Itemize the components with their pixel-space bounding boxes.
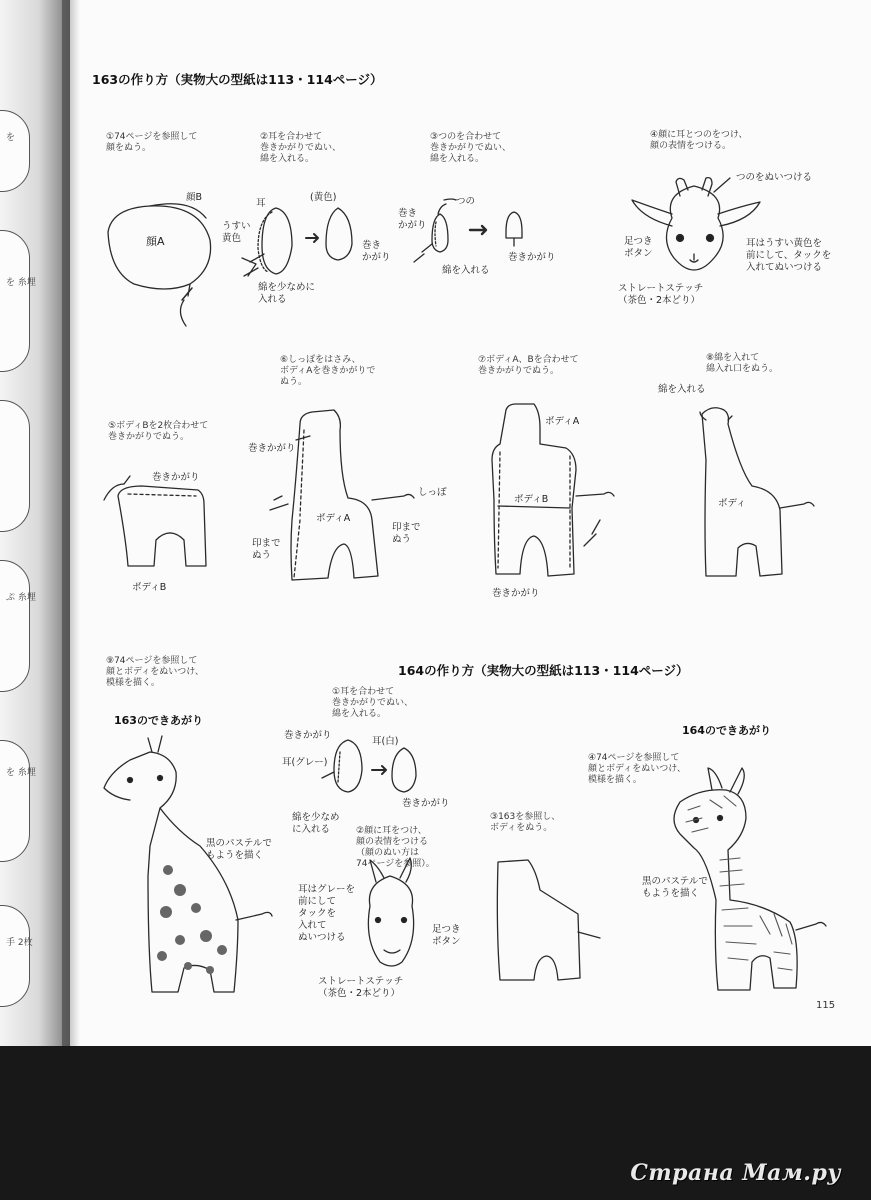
- label-makikagari-a: 巻きかがり: [248, 443, 296, 454]
- label-kiiro: (黄色): [310, 192, 337, 203]
- finished-164-label: 164のできあがり: [682, 724, 771, 737]
- label-makikagari-1: 巻き かがり: [362, 240, 391, 263]
- ears-drawing: [242, 208, 352, 276]
- label-shippo: しっぽ: [418, 487, 447, 498]
- step-164-3: ③163を参照し、 ボディをぬう。: [490, 812, 561, 833]
- label-shirushi-1: 印まで ぬう: [252, 538, 281, 561]
- page-number: 115: [816, 1000, 836, 1011]
- label-body-b2: ボディB: [514, 494, 549, 505]
- label-body: ボディ: [718, 498, 746, 509]
- label-wata-sukuname: 綿を少なめに 入れる: [258, 282, 316, 305]
- step-163-4: ④顔に耳とつのをつけ、 顔の表情をつける。: [650, 130, 748, 151]
- heading-164: 164の作り方（実物大の型紙は113・114ページ）: [398, 663, 689, 678]
- label-mimi: 耳: [256, 198, 266, 209]
- horns-drawing: [414, 199, 522, 262]
- step-163-6: ⑥しっぽをはさみ、 ボディAを巻きかがりで ぬう。: [280, 355, 376, 387]
- label-wata-ireru: 綿を入れる: [442, 265, 490, 276]
- label-makikagari-3: 巻きかがり: [508, 252, 556, 263]
- face-assembled-drawing: [632, 178, 760, 270]
- label-body-a2: ボディA: [545, 416, 580, 427]
- label-straight-stitch: ストレートステッチ （茶色・2本どり）: [618, 283, 704, 306]
- step-163-3: ③つのを合わせて 巻きかがりでぬい、 綿を入れる。: [430, 132, 512, 164]
- label-kao-b: 顔B: [186, 192, 203, 203]
- step-163-9: ⑨74ページを参照して 顔とボディをぬいつけ、 模様を描く。: [106, 656, 204, 688]
- body-b-drawing: [104, 476, 206, 566]
- finished-163-label: 163のできあがり: [114, 714, 203, 727]
- step-163-5: ⑤ボディBを2枚合わせて 巻きかがりでぬう。: [108, 421, 209, 442]
- margin-tab-text: を 糸埋: [6, 768, 36, 778]
- label-tsuno-nuitsuke: つのをぬいつける: [736, 172, 813, 183]
- margin-tab-text: ぷ 糸埋: [6, 593, 36, 603]
- label-ashitsuki-button: 足つき ボタン: [624, 236, 653, 259]
- zebra-164-finished-drawing: [674, 768, 826, 990]
- ears-164-drawing: [322, 740, 416, 792]
- face-pieces-drawing: [108, 204, 211, 326]
- label-body-b: ボディB: [132, 582, 167, 593]
- margin-tab-text: 手 2枚: [6, 938, 33, 948]
- label-164-mimi-white: 耳(白): [372, 736, 399, 747]
- label-164-makikagari: 巻きかがり: [284, 730, 332, 741]
- body-stuffed-drawing: [700, 408, 814, 576]
- label-164-ashitsuki-button: 足つき ボタン: [432, 924, 461, 947]
- heading-163: 163の作り方（実物大の型紙は113・114ページ）: [92, 72, 383, 87]
- step-164-2: ②顔に耳をつけ、 顔の表情をつける （顔のぬい方は 74ページを参照）。: [356, 826, 435, 869]
- label-usui-kiiro: うすい 黄色: [222, 221, 251, 244]
- giraffe-163-finished-drawing: [104, 736, 272, 992]
- label-164-wata: 綿を少なめ に入れる: [292, 812, 340, 835]
- step-163-8: ⑧綿を入れて 綿入れ口をぬう。: [706, 353, 779, 374]
- label-164-straight-stitch: ストレートステッチ （茶色・2本どり）: [318, 976, 404, 999]
- label-163-pastel: 黒のパステルで もようを描く: [206, 838, 272, 861]
- label-164-mimi-gray-front: 耳はグレーを 前にして タックを 入れて ぬいつける: [298, 884, 356, 943]
- step-163-7: ⑦ボディA、Bを合わせて 巻きかがりでぬう。: [478, 355, 579, 376]
- label-makikagari-c: 巻きかがり: [492, 588, 540, 599]
- body-164-drawing: [497, 860, 600, 980]
- step-164-4: ④74ページを参照して 顔とボディをぬいつけ、 模様を描く。: [588, 753, 686, 785]
- label-tsuno: つの: [456, 196, 476, 207]
- label-shirushi-2: 印まで ぬう: [392, 522, 421, 545]
- step-163-2: ②耳を合わせて 巻きかがりでぬい、 綿を入れる。: [260, 132, 342, 164]
- label-164-mimi-gray: 耳(グレー): [282, 757, 328, 768]
- label-164-makikagari-2: 巻きかがり: [402, 798, 450, 809]
- site-watermark: Страна Мам.ру: [630, 1160, 841, 1186]
- label-164-pastel: 黒のパステルで もようを描く: [642, 876, 708, 899]
- step-163-1: ①74ページを参照して 顔をぬう。: [106, 132, 198, 153]
- label-mimi-usui: 耳はうすい黄色を 前にして、タックを 入れてぬいつける: [746, 238, 832, 273]
- label-wata-ireru-2: 綿を入れる: [658, 384, 706, 395]
- body-a-drawing: [270, 410, 414, 580]
- label-makikagari-2: 巻き かがり: [398, 208, 427, 231]
- label-kao-a: 顔A: [146, 235, 165, 248]
- margin-tab-text: を: [6, 133, 16, 143]
- label-body-a: ボディA: [316, 513, 351, 524]
- head-164-drawing: [368, 858, 413, 966]
- label-makikagari-b: 巻きかがり: [152, 472, 200, 483]
- margin-tab-text: を 糸埋: [6, 278, 36, 288]
- step-164-1: ①耳を合わせて 巻きかがりでぬい、 綿を入れる。: [332, 687, 414, 719]
- body-ab-drawing: [492, 404, 614, 576]
